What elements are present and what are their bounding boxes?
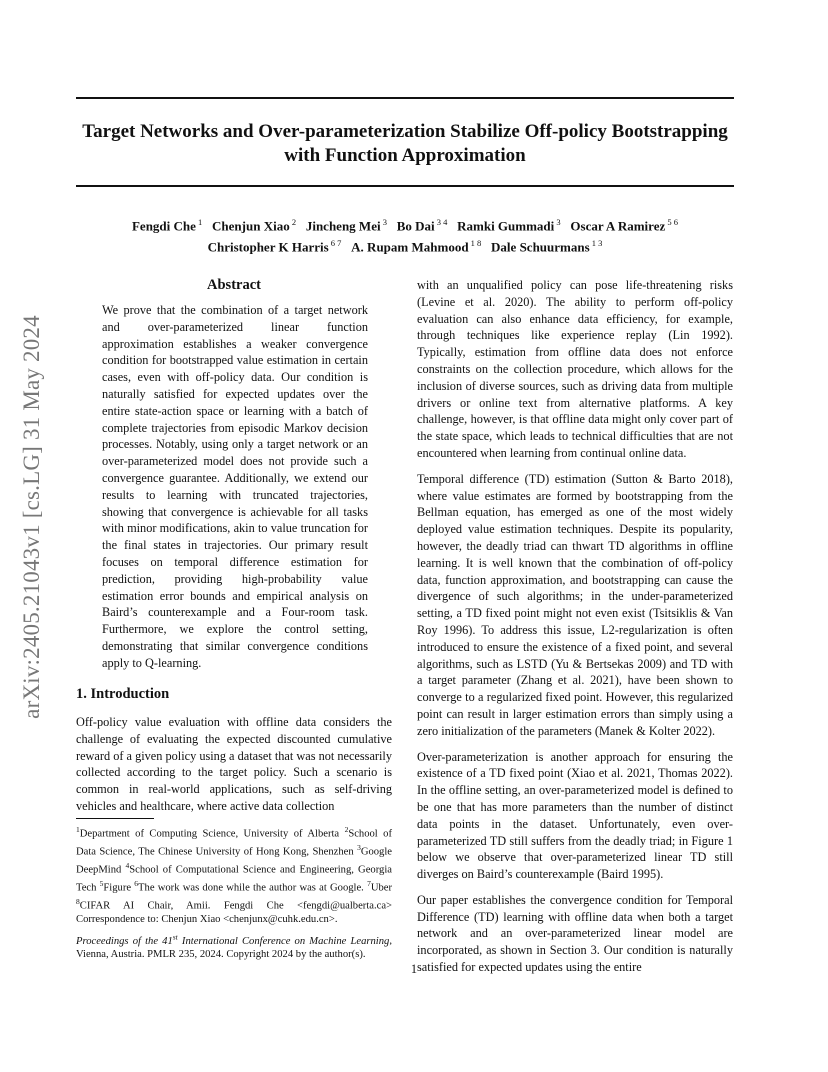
footnote-mark: 3 — [357, 842, 361, 852]
author-affiliation-mark: 1 — [195, 217, 203, 227]
affiliation-footnote — [76, 823, 392, 926]
author-name: Oscar A Ramirez — [570, 218, 666, 234]
footnote-text: The work was done while the author was at Google. — [138, 882, 368, 894]
proceedings-note — [76, 930, 392, 961]
footnote-text: Department of Computing Science, University of Alberta — [79, 828, 345, 840]
author-affiliation-mark: 1 8 — [468, 237, 482, 248]
proceedings-pre: Proceedings of the — [76, 935, 163, 947]
footnote-mark: 5 — [99, 878, 104, 888]
right-paragraph-1: with an unqualified policy can pose life-threatening risks (Levine et al. 2020). The ability to perform off-policy evaluation can also enhance data efficiency, for example, through techniques like experience replay (Lin 1992). Typically, estimation from offline data does not enforce constraints on the collection procedure, which allows for the inclusion of diverse sources, such as driving data from multiple drivers or online text from alternative platforms. A key challenge, however, is that offline data might only cover part of the state space, which leads to technical difficulties that are not encountered when learning from continual online data. — [417, 278, 733, 460]
paper-title — [76, 120, 734, 168]
author-affiliation-mark: 5 6 — [665, 217, 678, 227]
proceedings-ordinal: st — [172, 932, 178, 941]
author-name: Christopher K Harris — [207, 239, 329, 255]
author-affiliation-mark: 1 3 — [589, 237, 603, 248]
author-name: Chenjun Xiao — [212, 218, 290, 234]
author-affiliation-mark: 3 — [554, 217, 561, 227]
footnote-rule — [76, 818, 154, 819]
title-line-2: with Function Approximation — [284, 145, 526, 166]
abstract-heading: Abstract — [207, 277, 261, 293]
footnote-text: Figure — [103, 882, 135, 894]
title-bottom-rule — [76, 185, 734, 187]
right-paragraph-2: Temporal difference (TD) estimation (Sutton & Barto 2018), where value estimates are formed by bootstrapping from the Bellman equation, has emerged as one of the most widely deployed value estimation techniques. Despite its popularity, however, the deadly triad can thwart TD algorithms in offline learning. It is well known that the combination of off-policy data, function approximation, and bootstrapping can cause the divergence of such algorithms; in the under-parameterized setting, a TD fixed point might not even exist (Tsitsiklis & Van Roy 1996). To address this issue, L2-regularization is often introduced to ensure the existence of a fixed point, and several algorithms, such as LSTD (Yu & Bertsekas 2009) and TD with a target parameter (Zhang et al. 2021), have been shown to converge to a regularized fixed point. However, this regularized point can result in larger estimation errors than simply using a zero initialization of the parameters (Manek & Kolter 2022). — [417, 471, 733, 738]
author-name: Dale Schuurmans — [491, 239, 590, 255]
author-name: A. Rupam Mahmood — [351, 239, 469, 255]
author-line-2 — [76, 235, 734, 256]
author-list — [76, 214, 734, 256]
intro-paragraph-1: Off-policy value evaluation with offline data considers the challenge of evaluating the expected discounted cumulative reward of a given policy using a dataset that was not necessarily collected according to the target policy. Such a scenario is common in real-world applications, such as self-driving vehicles and healthcare, where active data collection — [76, 715, 392, 813]
footnote-mark: 6 — [134, 878, 139, 888]
abstract-body: We prove that the combination of a target network and over-parameterized linear function approximation establishes a weaker convergence condition for bootstrapped value estimation in certain cases, even with off-policy data. Our condition is naturally satisfied for expected updates over the entire state-action space or learning with a batch of complete trajectories from episodic Markov decision processes. Notably, using only a target network or an over-parameterized model does not provide such a convergence guarantee. Additionally, we extend our results to learning with truncated trajectories, showing that convergence is achievable for all tasks with minor modifications, akin to value truncation for the final states in trajectories. Our primary result focuses on temporal difference estimation for prediction, providing high-probability value estimation error bounds and empirical analysis on Baird’s counterexample and a Four-room task. Furthermore, we explore the control setting, demonstrating that similar convergence conditions apply to Q-learning. — [102, 303, 368, 670]
footnote-text: School of Computational Science and Engineering, Georgia Tech — [76, 864, 392, 894]
footnote-mark: 7 — [367, 878, 371, 888]
author-affiliation-mark: 3 — [380, 217, 387, 227]
right-paragraph-3: Over-parameterization is another approach for ensuring the existence of a TD fixed point (Xiao et al. 2021, Thomas 2022). In the offline setting, an over-parameterized model is defined to be one that has more parameters than the number of distinct data points in the dataset. Unfortunately, even over-parameterized TD still suffers from the deadly triad; in Figure 1 below we observe that over-parameterized linear TD still diverges on Baird’s counterexample (Baird 1995). — [417, 749, 733, 882]
footnote-text: Google DeepMind — [76, 846, 392, 876]
proceedings-number: 41 — [162, 935, 173, 947]
title-line-1: Target Networks and Over-parameterization Stabilize Off-policy Bootstrapping — [82, 121, 728, 142]
arxiv-identifier: arXiv:2405.21043v1 [cs.LG] 31 May 2024 — [19, 315, 44, 719]
arxiv-stamp — [14, 272, 50, 762]
footnote-text: CIFAR AI Chair, Amii. Fengdi Che <fengdi@ualberta.ca> Correspondence to: Chenjun Xiao <chenjunx@cuhk.edu.cn>. — [76, 900, 392, 925]
author-name: Fengdi Che — [131, 218, 196, 234]
right-column — [417, 277, 733, 985]
author-affiliation-mark: 2 — [289, 217, 297, 227]
footnote-mark: 2 — [344, 825, 349, 834]
top-rule — [76, 97, 734, 99]
proceedings-post: , Vienna, Austria. PMLR 235, 2024. Copyright 2024 by the author(s). — [76, 935, 392, 960]
author-name: Bo Dai — [396, 218, 435, 234]
author-name: Jincheng Mei — [305, 218, 381, 234]
right-paragraph-4: Our paper establishes the convergence condition for Temporal Difference (TD) learning with offline data when both a target network and an over-parameterized linear model are incorporated, as shown in Section 3. Our condition is naturally satisfied for expected updates using the entire — [417, 892, 733, 975]
footnote-mark: 8 — [76, 896, 80, 906]
footnote-mark: 1 — [76, 825, 80, 834]
proceedings-conference: International Conference on Machine Learning — [177, 935, 390, 947]
author-name: Ramki Gummadi — [457, 218, 555, 234]
footnote-mark: 4 — [125, 860, 130, 870]
footnote-text: School of Data Science, The Chinese University of Hong Kong, Shenzhen — [76, 828, 392, 858]
author-line-1 — [76, 214, 734, 235]
section-heading-introduction: 1. Introduction — [76, 686, 170, 702]
author-affiliation-mark: 6 7 — [328, 237, 342, 248]
author-affiliation-mark: 3 4 — [434, 217, 448, 227]
page-number: 1 — [410, 962, 418, 976]
footnote-text: Uber — [370, 882, 392, 894]
